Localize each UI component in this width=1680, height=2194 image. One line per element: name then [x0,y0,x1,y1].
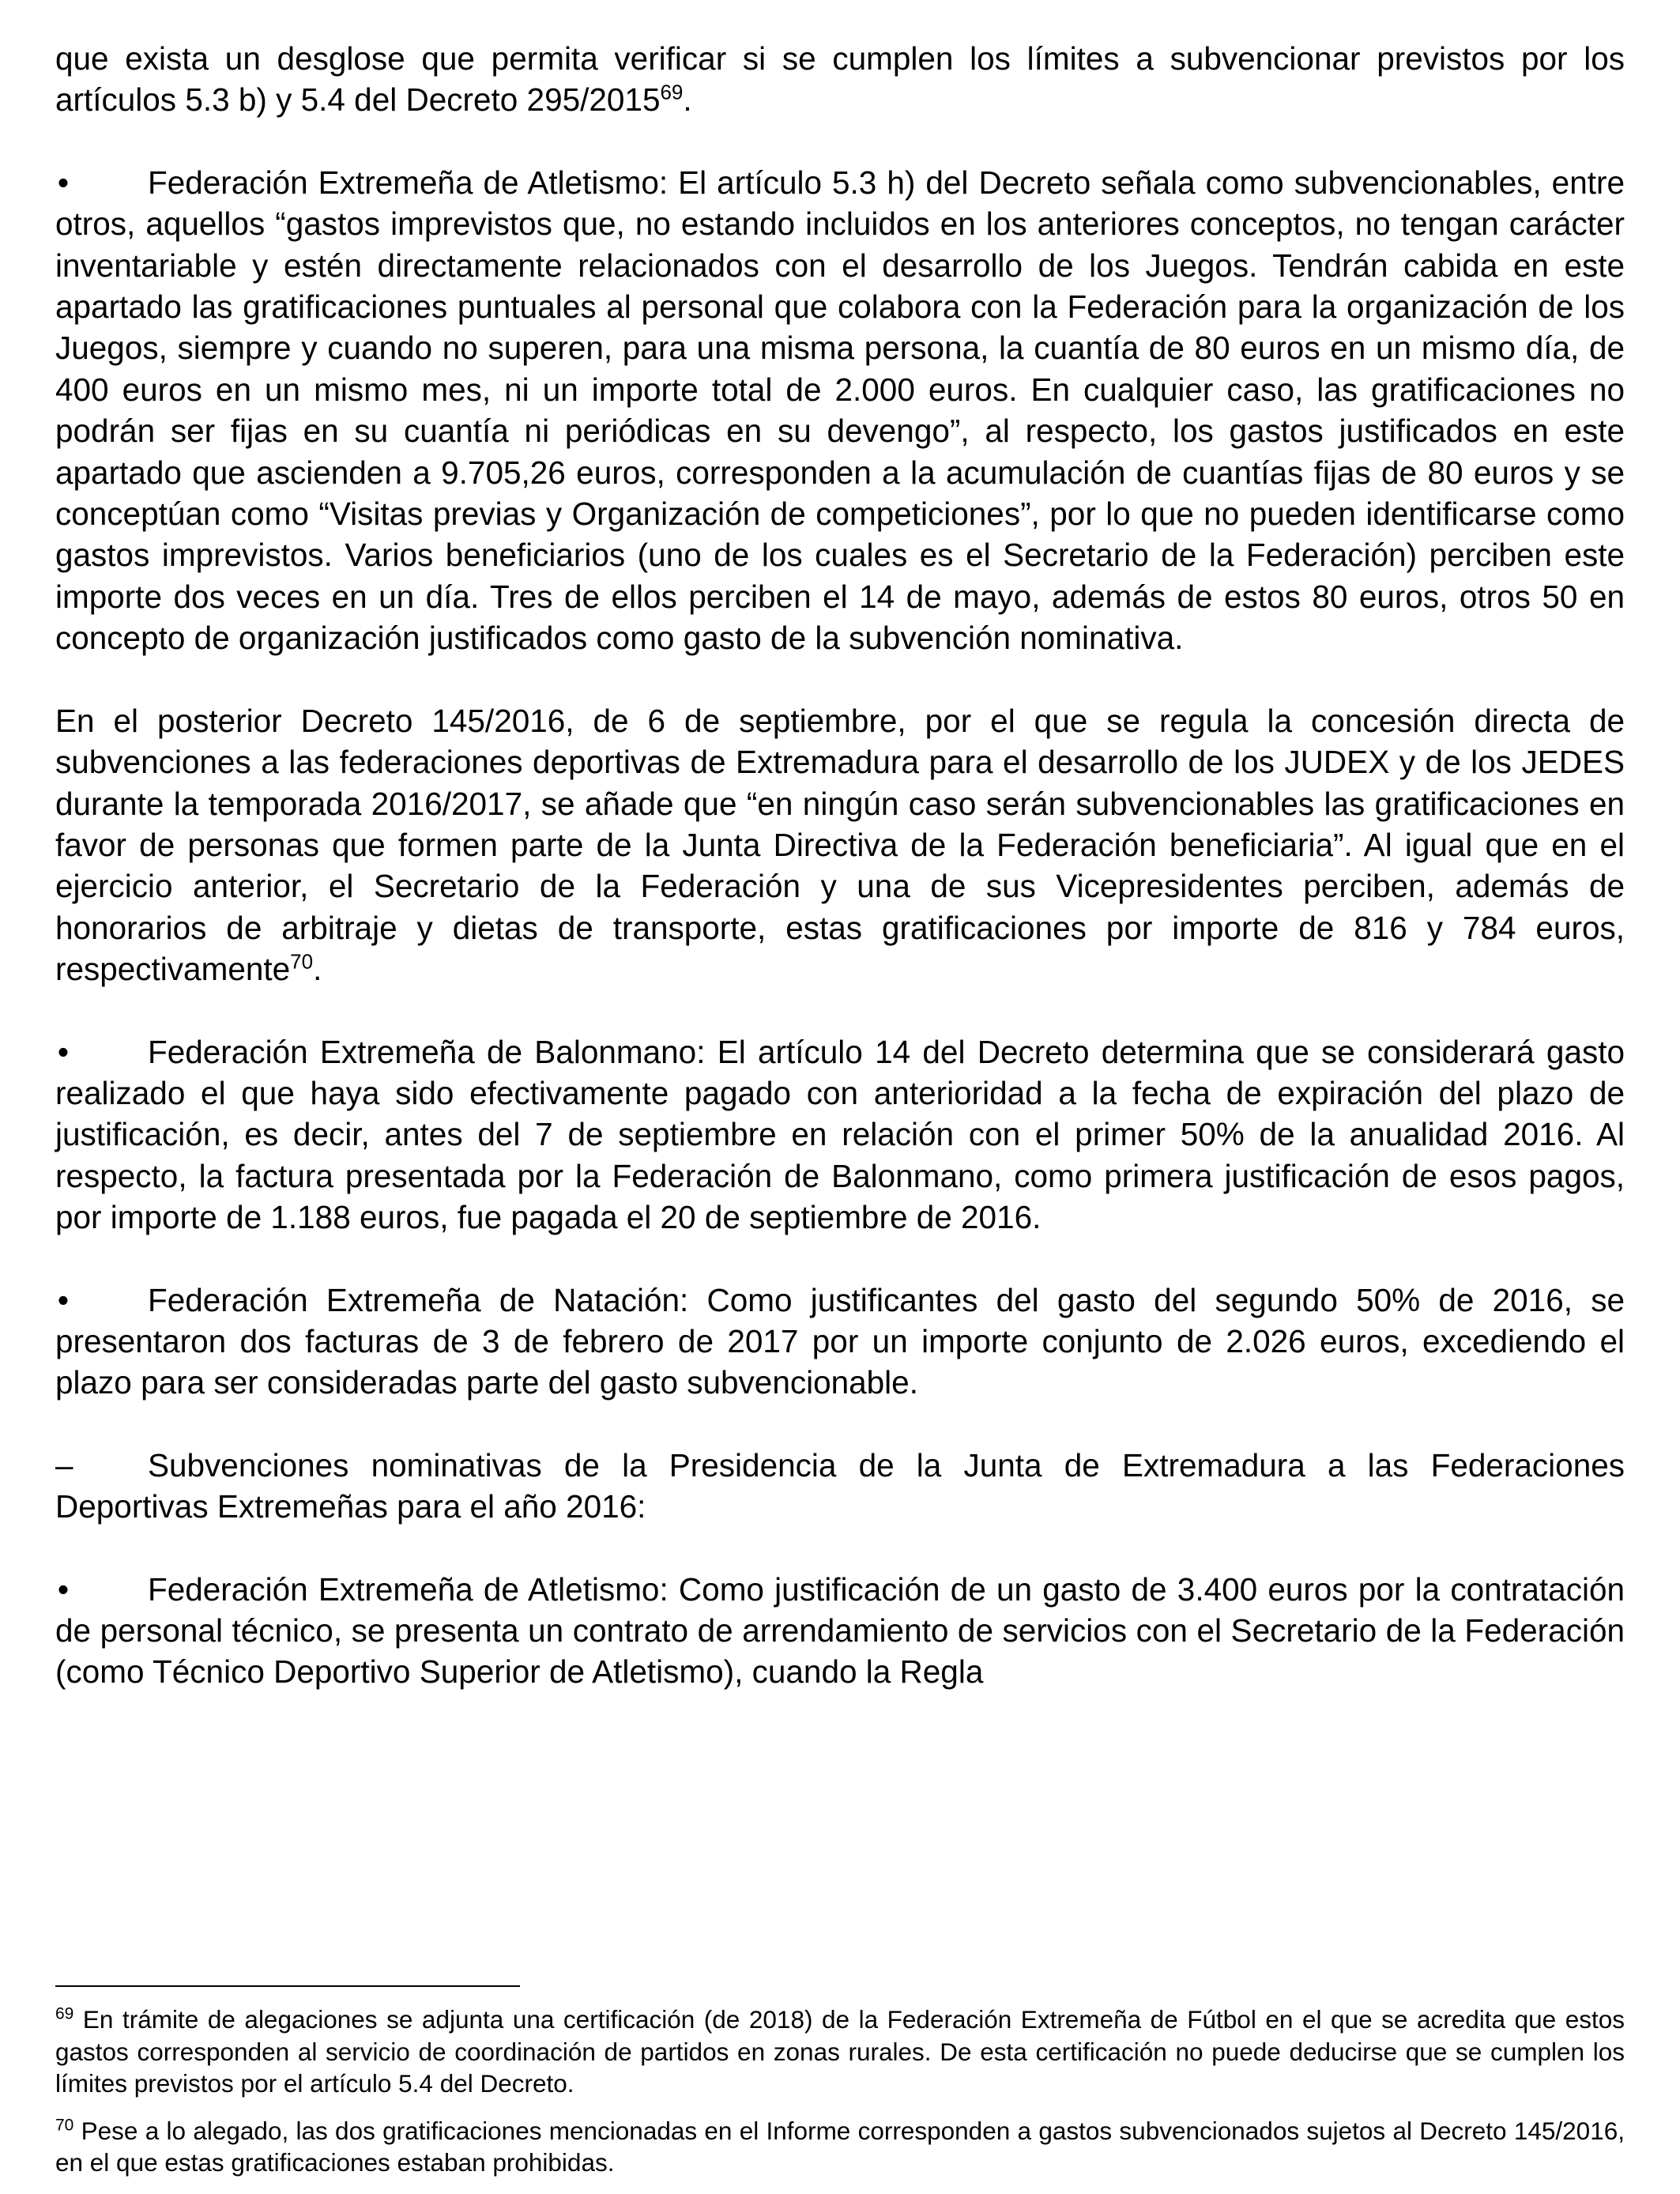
bullet-atletismo-nominativa [55,1569,1625,1693]
bullet-icon: • [57,164,70,201]
document-body [55,38,1625,1693]
footnote-separator [55,1985,520,1987]
dash-icon: – [55,1446,73,1483]
paragraph-text: que exista un desglose que permita verificar si se cumplen los límites a subvencionar previstos por los artículos 5.3 b) y 5.4 del Decreto 295/2015 [55,40,1625,119]
footnote-69 [55,2004,1625,2100]
paragraph-decreto-145: En el posterior Decreto 145/2016, de 6 de septiembre, por el que se regula la concesión directa de subvenciones a las federaciones deportivas de Extremadura para el desarrollo de los JUDEX y de los JEDES durante la temporada 2016/2017, se añade que “en ningún caso serán subvencionables las gratificaciones en favor de personas que formen parte de la Junta Directiva de la Federación beneficiaria”. Al igual que en el ejercicio anterior, el Secretario de la Federación y una de sus Vicepresidentes perciben, además de honorarios de arbitraje y dietas de transporte, estas gratificaciones por importe de 816 y 784 euros, respectivamente$^{70}$. [55,702,1625,988]
paragraph-text: Federación Extremeña de Atletismo: El artículo 5.3 h) del Decreto señala como subvencionables, entre otros, aquellos “gastos imprevistos que, no estando incluidos en los anteriores conceptos, no tengan carácter inventariable y estén directamente relacionados con el desarrollo de los Juegos. Tendrán cabida en este apartado las gratificaciones puntuales al personal que colabora con la Federación para la organización de los Juegos, siempre y cuando no superen, para una misma persona, la cuantía de 80 euros en un mismo día, de 400 euros en un mismo mes, ni un importe total de 2.000 euros. En cualquier caso, las gratificaciones no podrán ser fijas en su cuantía ni periódicas en su devengo”, al respecto, los gastos justificados en este apartado que ascienden a 9.705,26 euros, corresponden a la acumulación de cuantías fijas de 80 euros y se conceptúan como “Visitas previas y Organización de competiciones”, por lo que no pueden identificarse como gastos imprevistos. Varios beneficiarios (uno de los cuales es el Secretario de la Federación) perciben este importe dos veces en un día. Tres de ellos perciben el 14 de mayo, además de estos 80 euros, otros 50 en concepto de organización justificados como gasto de la subvención nominativa. [55,164,1625,657]
bullet-icon: • [57,1570,70,1608]
bullet-natacion [55,1280,1625,1404]
footnote-number: 69 [55,2004,74,2023]
bullet-icon: • [57,1033,70,1070]
footnotes [55,1985,1625,2194]
footnote-text: Pese a lo alegado, las dos gratificaciones mencionadas en el Informe corresponden a gastos subvencionados sujetos al Decreto 145/2016, en el que estas gratificaciones estaban prohibidas. [55,2116,1625,2177]
bullet-atletismo-judex [55,162,1625,659]
dash-subvenciones-nominativas [55,1445,1625,1528]
paragraph-text: Federación Extremeña de Atletismo: Como justificación de un gasto de 3.400 euros por la contratación de personal técnico, se presenta un contrato de arrendamiento de servicios con el Secretario de la Federación (como Técnico Deportivo Superior de Atletismo), cuando la Regla [55,1570,1625,1691]
footnote-70 [55,2115,1625,2179]
footnote-number: 70 [55,2116,74,2134]
paragraph-text: Federación Extremeña de Balonmano: El artículo 14 del Decreto determina que se considerará gasto realizado el que haya sido efectivamente pagado con anterioridad a la fecha de expiración del plazo de justificación, es decir, antes del 7 de septiembre en relación con el primer 50% de la anualidad 2016. Al respecto, la factura presentada por la Federación de Balonmano, como primera justificación de esos pagos, por importe de 1.188 euros, fue pagada el 20 de septiembre de 2016. [55,1033,1625,1236]
paragraph-text: En el posterior Decreto 145/2016, de 6 de septiembre, por el que se regula la concesión directa de subvenciones a las federaciones deportivas de Extremadura para el desarrollo de los JUDEX y de los JEDES durante la temporada 2016/2017, se añade que “en ningún caso serán subvencionables las gratificaciones en favor de personas que formen parte de la Junta Directiva de la Federación beneficiaria”. Al igual que en el ejercicio anterior, el Secretario de la Federación y una de sus Vicepresidentes perciben, además de honorarios de arbitraje y dietas de transporte, estas gratificaciones por importe de 816 y 784 euros, respectivamente [55,702,1625,988]
footnote-ref-69[interactable]: 69 [660,80,684,104]
footnote-ref-70[interactable]: 70 [290,949,314,974]
paragraph-text: Subvenciones nominativas de la Presidencia de la Junta de Extremadura a las Federaciones Deportivas Extremeñas para el año 2016: [55,1446,1625,1525]
footnote-text: En trámite de alegaciones se adjunta una certificación (de 2018) de la Federación Extremeña de Fútbol en el que se acredita que estos gastos corresponden al servicio de coordinación de partidos en zonas rurales. De esta certificación no puede deducirse que se cumplen los límites previstos por el artículo 5.4 del Decreto. [55,2005,1625,2098]
bullet-icon: • [57,1281,70,1318]
paragraph-continuation: que exista un desglose que permita verificar si se cumplen los límites a subvencionar previstos por los artículos 5.3 b) y 5.4 del Decreto 295/2015$^{69}$. [55,40,1625,119]
bullet-balonmano [55,1031,1625,1238]
paragraph-text: Federación Extremeña de Natación: Como justificantes del gasto del segundo 50% de 2016, se presentaron dos facturas de 3 de febrero de 2017 por un importe conjunto de 2.026 euros, excediendo el plazo para ser consideradas parte del gasto subvencionable. [55,1281,1625,1401]
